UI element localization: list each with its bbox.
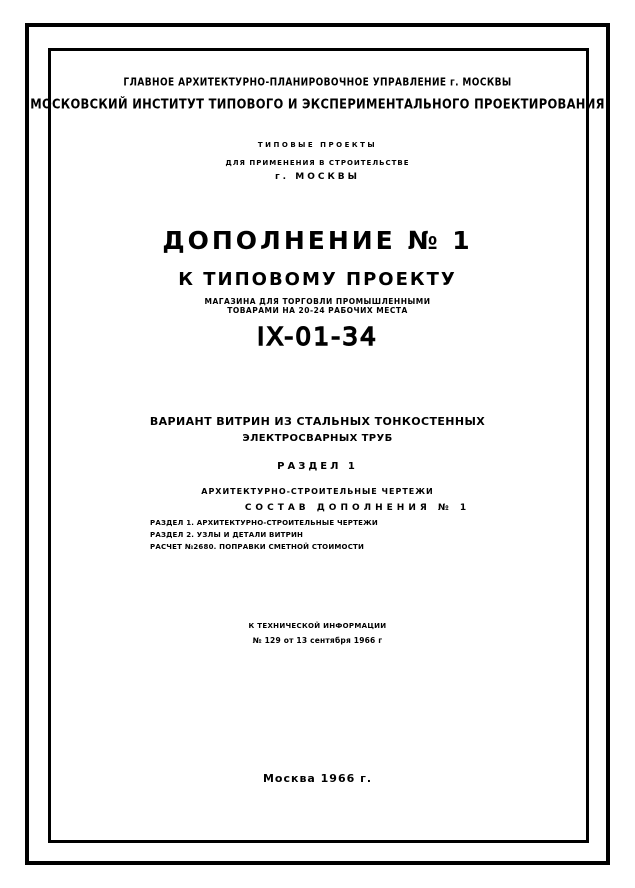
inner-border — [48, 48, 589, 843]
project-code: IX-01-34 — [257, 322, 378, 351]
section-label: РАЗДЕЛ 1 — [277, 461, 358, 472]
document-title: ДОПОЛНЕНИЕ № 1 — [162, 226, 473, 255]
contents-item: РАЗДЕЛ 2. УЗЛЫ И ДЕТАЛИ ВИТРИН — [150, 531, 304, 539]
document-subtitle: К ТИПОВОМУ ПРОЕКТУ — [178, 269, 457, 290]
variant-line-1: ВАРИАНТ ВИТРИН ИЗ СТАЛЬНЫХ ТОНКОСТЕННЫХ — [149, 415, 486, 428]
contents-item: РАСЧЕТ №2680. ПОПРАВКИ СМЕТНОЙ СТОИМОСТИ — [150, 543, 365, 551]
series-line-2: ДЛЯ ПРИМЕНЕНИЯ В СТРОИТЕЛЬСТВЕ — [225, 159, 410, 167]
info-line-2: № 129 от 13 сентября 1966 г — [252, 636, 383, 645]
project-description-line-1: МАГАЗИНА ДЛЯ ТОРГОВЛИ ПРОМЫШЛЕННЫМИ — [204, 297, 431, 306]
series-line-3: г. МОСКВЫ — [274, 172, 360, 182]
section-drawings: АРХИТЕКТУРНО-СТРОИТЕЛЬНЫЕ ЧЕРТЕЖИ — [201, 487, 434, 496]
contents-item: РАЗДЕЛ 1. АРХИТЕКТУРНО-СТРОИТЕЛЬНЫЕ ЧЕРТЕЖИ — [150, 519, 378, 527]
info-line-1: К ТЕХНИЧЕСКОЙ ИНФОРМАЦИИ — [248, 622, 387, 630]
organization-line-2: МОСКОВСКИЙ ИНСТИТУТ ТИПОВОГО И ЭКСПЕРИМЕНТАЛЬНОГО ПРОЕКТИРОВАНИЯ — [30, 95, 605, 113]
variant-line-2: ЭЛЕКТРОСВАРНЫХ ТРУБ — [242, 433, 393, 444]
organization-line-1: ГЛАВНОЕ АРХИТЕКТУРНО-ПЛАНИРОВОЧНОЕ УПРАВЛЕНИЕ г. МОСКВЫ — [123, 77, 512, 89]
contents-title: СОСТАВ ДОПОЛНЕНИЯ № 1 — [244, 503, 471, 513]
city-year: Москва 1966 г. — [262, 772, 373, 785]
project-description-line-2: ТОВАРАМИ НА 20-24 РАБОЧИХ МЕСТА — [227, 306, 408, 315]
contents-list — [150, 519, 378, 555]
series-line-1: ТИПОВЫЕ ПРОЕКТЫ — [257, 141, 378, 149]
